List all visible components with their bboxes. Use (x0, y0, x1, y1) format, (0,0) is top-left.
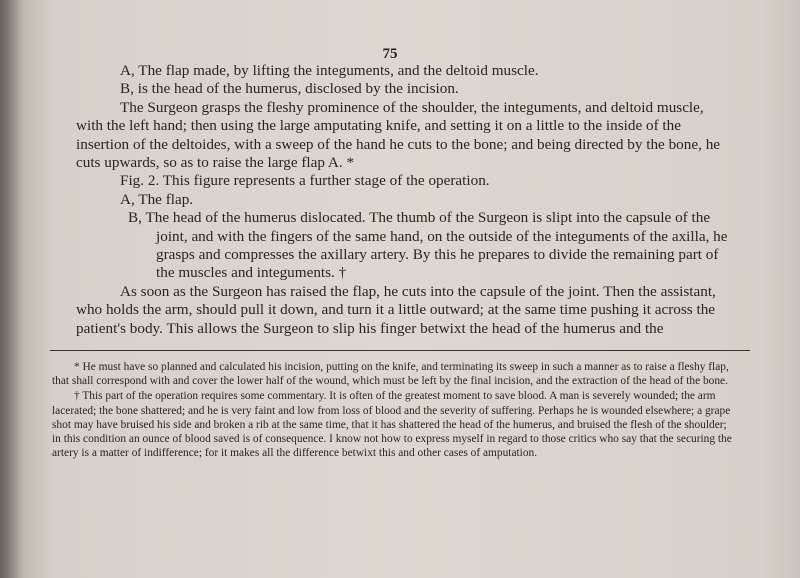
paragraph-head-b: B, is the head of the humerus, disclosed by the incision. (120, 80, 459, 98)
paragraph-fig-2: Fig. 2. This figure represents a further stage of the operation. (120, 172, 490, 190)
paragraph-flap-a: A, The flap made, by lifting the integuments, and the deltoid muscle. (120, 62, 539, 79)
paragraph-fig2-head: B, The head of the humerus dislocated. The thumb of the Surgeon is slipt into the capsule of the joint, and with the fingers of the same hand, on the outside of the integuments of the axilla, he grasps and compresses the axillary artery. By this he prepares to divide the remaining part of the muscles and integuments. † (128, 209, 728, 282)
paragraph-fig2-flap: A, The flap. (120, 190, 194, 208)
footnote-divider (50, 350, 750, 351)
footnote-2: † This part of the operation requires some commentary. It is often of the greatest moment to save blood. A man is severely wounded; the arm lacerated; the bone shattered; and he is very faint and low from loss of blood and the severity of suffering. Perhaps he is wounded elsewhere; a grape shot may have bruised his side and broken a rib at the same time, that it has shattered the head of the humerus, and bruised the flesh of the shoulder; in this condition an ounce of blood saved is of consequence. I know not how to express myself in regard to those critics who say that the securing the artery is a matter of indifference; for it makes all the difference betwixt this and other cases of amputation. (52, 390, 732, 460)
footnote-1: * He must have so planned and calculated his incision, putting on the knife, and terminating its sweep in such a manner as to raise a fleshy flap, that shall correspond with and cover the lower half of the wound, which must be left by the final incision, and the extraction of the head of the bone. (52, 361, 729, 388)
paragraph-capsule: As soon as the Surgeon has raised the flap, he cuts into the capsule of the joint. Then the assistant, who holds the arm, should pull it down, and turn it a little outward; at the same time pushing it across the patient's body. This allows the Surgeon to slip his finger betwixt the head of the humerus and the (76, 282, 716, 337)
main-text (76, 62, 728, 338)
footnotes (52, 360, 738, 461)
paragraph-surgeon-grasps: The Surgeon grasps the fleshy prominence of the shoulder, the integuments, and deltoid muscle, with the left hand; then using the large amputating knife, and setting it on a little to the inside of the insertion of the deltoides, with a sweep of the hand he cuts to the bone; and being directed by the bone, he cuts upwards, so as to raise the large flap A. * (76, 98, 721, 172)
page-binding-shadow (0, 0, 24, 578)
page-number: 75 (382, 46, 398, 62)
